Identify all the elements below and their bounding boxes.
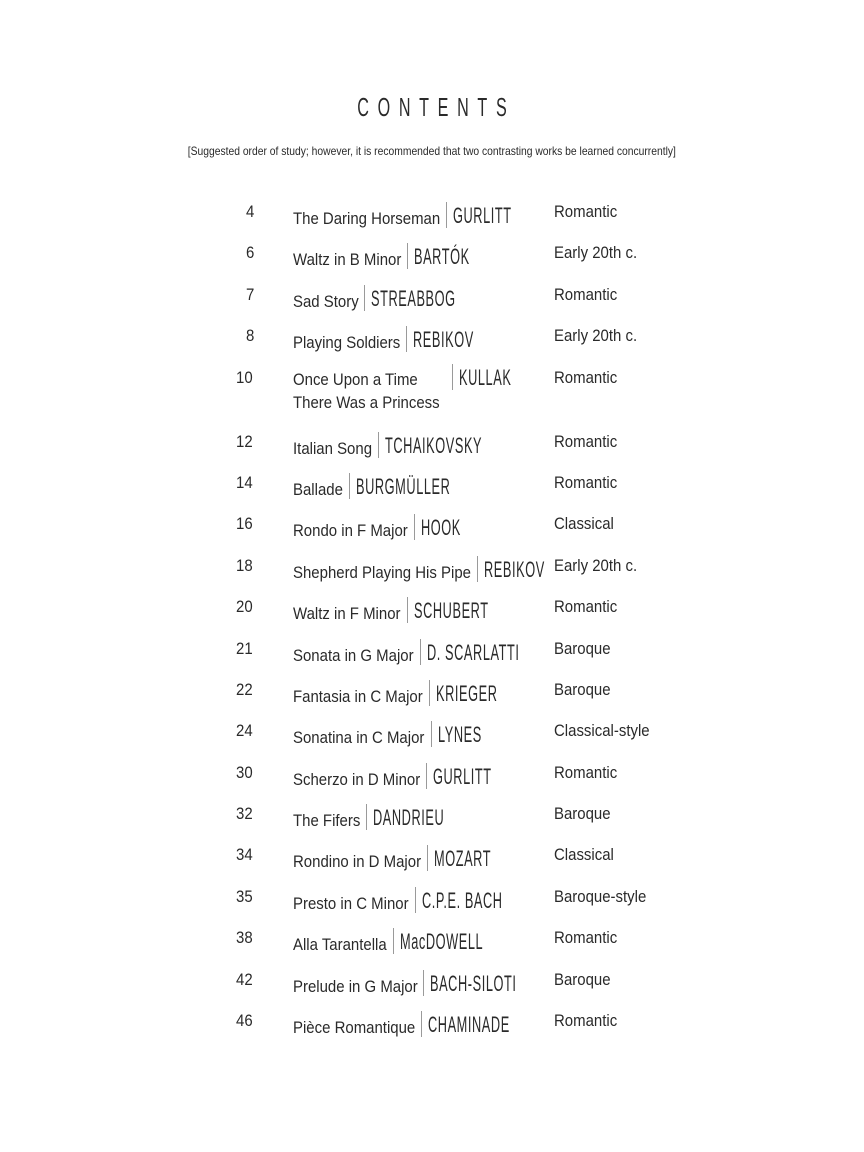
period: Classical [554, 514, 614, 534]
composer: HOOK [421, 515, 462, 541]
page-number: 22 [236, 679, 253, 699]
period: Classical [554, 845, 614, 865]
composer: TCHAIKOVSKY [384, 432, 482, 458]
piece [293, 556, 553, 583]
toc-row[interactable] [0, 674, 864, 715]
divider [415, 887, 416, 913]
toc-row[interactable] [0, 633, 864, 674]
piece-title: Sonata in G Major [293, 645, 414, 665]
piece-title: Ballade [293, 479, 343, 499]
page-number: 8 [245, 326, 254, 346]
divider [420, 639, 421, 665]
divider [406, 326, 407, 352]
divider [426, 763, 427, 789]
page-number: 18 [236, 555, 253, 575]
divider [349, 473, 350, 499]
divider [477, 556, 478, 582]
composer: D. SCARLATTI [426, 639, 520, 665]
page-title: CONTENTS [357, 92, 516, 122]
composer: SCHUBERT [413, 598, 489, 624]
period: Baroque [554, 969, 611, 989]
piece [293, 326, 553, 353]
piece-title: Rondino in D Major [293, 852, 422, 872]
piece [293, 473, 553, 500]
piece [293, 1011, 553, 1038]
piece [293, 243, 553, 270]
divider [452, 364, 453, 390]
page-subtitle [0, 144, 864, 158]
divider [423, 970, 424, 996]
period: Romantic [554, 472, 618, 492]
period: Romantic [554, 928, 618, 948]
composer: BURGMÜLLER [355, 473, 451, 499]
period: Early 20th c. [554, 555, 638, 575]
piece-title: The Daring Horseman [293, 209, 441, 228]
page-number: 14 [236, 472, 253, 492]
period: Classical-style [554, 721, 650, 741]
period: Romantic [554, 367, 618, 387]
piece-title: Alla Tarantella [293, 935, 387, 955]
toc-row[interactable] [0, 757, 864, 798]
period: Early 20th c. [554, 326, 638, 346]
toc-row[interactable] [0, 715, 864, 756]
piece [293, 970, 553, 997]
toc-row[interactable] [0, 881, 864, 922]
composer: MOZART [433, 846, 491, 872]
piece-title: Italian Song [293, 438, 373, 458]
divider [407, 597, 408, 623]
page-number: 32 [236, 804, 253, 824]
divider [364, 285, 365, 311]
composer: GURLITT [453, 203, 513, 228]
composer: CHAMINADE [428, 1012, 510, 1038]
toc-row[interactable] [0, 550, 864, 591]
divider [427, 845, 428, 871]
piece [293, 928, 553, 955]
piece-title: Shepherd Playing His Pipe [293, 562, 471, 582]
page-number: 42 [236, 969, 253, 989]
period: Baroque [554, 804, 611, 824]
toc-row[interactable] [0, 237, 864, 278]
page-number: 38 [236, 928, 253, 948]
toc-row[interactable] [0, 467, 864, 508]
piece-title: Scherzo in D Minor [293, 769, 421, 789]
piece-title: Waltz in B Minor [293, 250, 402, 270]
page-number: 24 [236, 721, 253, 741]
toc-row[interactable] [0, 1005, 864, 1046]
table-of-contents [0, 196, 864, 1046]
divider [431, 721, 432, 747]
page-number: 34 [236, 845, 253, 865]
composer: GURLITT [432, 763, 492, 789]
subtitle-text: [Suggested order of study; however, it is recommended that two contrasting works be learned concurrently] [187, 144, 677, 158]
piece-title: Fantasia in C Major [293, 686, 423, 706]
period: Romantic [554, 762, 618, 782]
divider [378, 432, 379, 458]
toc-row[interactable] [0, 196, 864, 237]
period: Romantic [554, 431, 618, 451]
piece-title: Prelude in G Major [293, 976, 418, 996]
composer: KRIEGER [436, 680, 498, 706]
toc-row[interactable] [0, 922, 864, 963]
toc-row[interactable] [0, 839, 864, 880]
page-number: 21 [236, 638, 253, 658]
divider [421, 1011, 422, 1037]
piece [293, 639, 553, 666]
page-number: 35 [236, 886, 253, 906]
piece [293, 845, 553, 872]
piece-title: Pièce Romantique [293, 1018, 416, 1038]
period: Baroque-style [554, 886, 647, 906]
piece [293, 202, 553, 229]
page-number: 16 [236, 514, 253, 534]
period: Early 20th c. [554, 243, 638, 263]
composer: MacDOWELL [400, 929, 484, 955]
piece [293, 804, 553, 831]
piece [293, 680, 553, 707]
divider [446, 202, 447, 228]
composer: REBIKOV [413, 327, 474, 353]
piece [293, 721, 553, 748]
period: Romantic [554, 597, 618, 617]
composer: BARTÓK [414, 244, 471, 270]
piece [293, 432, 553, 459]
divider [366, 804, 367, 830]
page-number: 20 [236, 597, 253, 617]
toc-row[interactable] [0, 426, 864, 467]
divider [414, 514, 415, 540]
period: Baroque [554, 679, 611, 699]
piece [293, 285, 553, 312]
piece [293, 887, 553, 914]
toc-row[interactable] [0, 508, 864, 549]
piece [293, 597, 553, 624]
piece-title: Sad Story [293, 291, 359, 311]
toc-row[interactable] [0, 964, 864, 1005]
piece [293, 514, 553, 541]
toc-row[interactable] [0, 279, 864, 320]
piece [293, 763, 553, 790]
piece-title: Rondo in F Major [293, 521, 408, 541]
composer: BACH-SILOTI [430, 970, 517, 996]
divider [429, 680, 430, 706]
page-number: 46 [236, 1011, 253, 1031]
toc-row[interactable] [0, 362, 864, 426]
composer: C.P.E. BACH [421, 887, 503, 913]
piece-title: Playing Soldiers [293, 333, 401, 353]
piece-title: Sonatina in C Major [293, 728, 425, 748]
toc-row[interactable] [0, 320, 864, 361]
period: Romantic [554, 1011, 618, 1031]
page-number: 6 [245, 243, 254, 263]
composer: KULLAK [458, 364, 512, 390]
page-number: 12 [236, 431, 253, 451]
page-number: 30 [236, 762, 253, 782]
piece-title: Presto in C Minor [293, 893, 409, 913]
page-number: 4 [245, 202, 254, 221]
page-number: 10 [236, 367, 253, 387]
toc-row[interactable] [0, 591, 864, 632]
piece-title-line: There Was a Princess [293, 392, 440, 412]
divider [407, 243, 408, 269]
period: Romantic [554, 202, 618, 221]
composer: REBIKOV [484, 556, 545, 582]
piece [293, 364, 553, 414]
piece-title: Waltz in F Minor [293, 604, 401, 624]
piece-title [293, 368, 460, 414]
piece-title: The Fifers [293, 811, 361, 831]
toc-row[interactable] [0, 798, 864, 839]
period: Romantic [554, 284, 618, 304]
period: Baroque [554, 638, 611, 658]
composer: DANDRIEU [372, 805, 445, 831]
composer: STREABBOG [371, 285, 456, 311]
page-number: 7 [245, 284, 254, 304]
piece-title-line: Once Upon a Time [293, 369, 418, 389]
composer: LYNES [437, 722, 482, 748]
divider [393, 928, 394, 954]
